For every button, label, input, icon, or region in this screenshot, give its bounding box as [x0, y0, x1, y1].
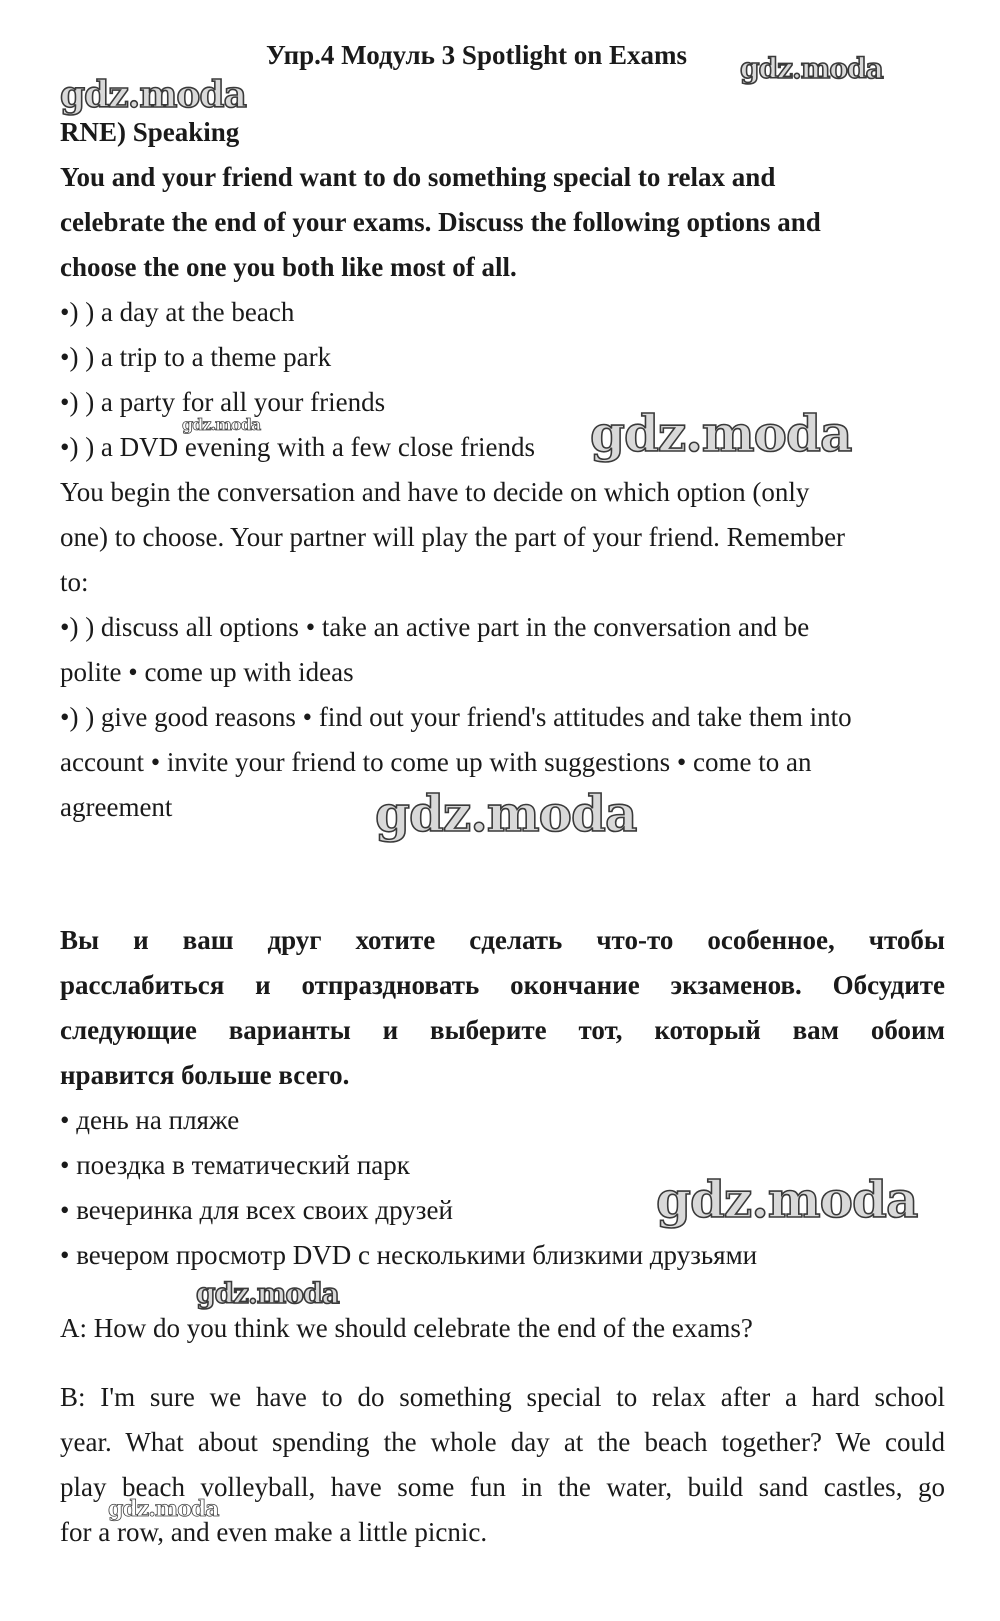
option-item-ru: • вечеринка для всех своих друзей [60, 1195, 453, 1225]
dialogue-line-b: play beach volleyball, have some fun in the water, build sand castles, go [60, 1472, 945, 1502]
remember-line: •) ) give good reasons • find out your friend's attitudes and take them into [60, 702, 852, 732]
task-line-ru: расслабиться и отпраздновать окончание экзаменов. Обсудите [60, 970, 945, 1000]
option-item: •) ) a trip to a theme park [60, 342, 332, 372]
section-label: RNE) Speaking [60, 117, 240, 147]
task-line: choose the one you both like most of all. [60, 252, 517, 282]
watermark: gdz.moda [740, 52, 883, 85]
task-line: celebrate the end of your exams. Discuss the following options and [60, 207, 821, 237]
instruction-line: to: [60, 567, 89, 597]
option-item-ru: • вечером просмотр DVD с несколькими близкими друзьями [60, 1240, 758, 1270]
dialogue-a [60, 1306, 753, 1351]
task-line-ru: Вы и ваш друг хотите сделать что-то особенное, чтобы [60, 925, 945, 955]
option-item: •) ) a day at the beach [60, 297, 295, 327]
remember-line: agreement [60, 792, 173, 822]
watermark: gdz.moda [108, 1496, 219, 1522]
watermark: gdz.moda [60, 74, 246, 116]
dialogue-line-a: A: How do you think we should celebrate the end of the exams? [60, 1313, 753, 1343]
dialogue-line-b: for a row, and even make a little picnic. [60, 1517, 488, 1547]
task-line: You and your friend want to do something special to relax and [60, 162, 776, 192]
remember-line: account • invite your friend to come up with suggestions • come to an [60, 747, 812, 777]
instruction-line: You begin the conversation and have to decide on which option (only [60, 477, 810, 507]
watermark: gdz.moda [196, 1277, 339, 1310]
watermark: gdz.moda [590, 404, 852, 463]
task-line-ru: следующие варианты и выберите тот, который вам обоим [60, 1015, 945, 1045]
dialogue-b [60, 1375, 945, 1555]
option-item: •) ) a party for all your friends [60, 387, 386, 417]
watermark: gdz.moda [182, 415, 261, 434]
instruction-line: one) to choose. Your partner will play the part of your friend. Remember [60, 522, 846, 552]
option-item-ru: • поездка в тематический парк [60, 1150, 410, 1180]
watermark: gdz.moda [375, 784, 637, 843]
watermark: gdz.moda [656, 1170, 918, 1229]
dialogue-line-b: year. What about spending the whole day at the beach together? We could [60, 1427, 945, 1457]
remember-line: •) ) discuss all options • take an active part in the conversation and be [60, 612, 810, 642]
remember-line: polite • come up with ideas [60, 657, 354, 687]
dialogue-line-b: B: I'm sure we have to do something special to relax after a hard school [60, 1382, 945, 1412]
english-section [60, 110, 852, 830]
task-line-ru: нравится больше всего. [60, 1060, 350, 1090]
option-item: •) ) a DVD evening with a few close friends [60, 432, 536, 462]
page-title: Упр.4 Модуль 3 Spotlight on Exams [266, 40, 687, 70]
option-item-ru: • день на пляже [60, 1105, 240, 1135]
